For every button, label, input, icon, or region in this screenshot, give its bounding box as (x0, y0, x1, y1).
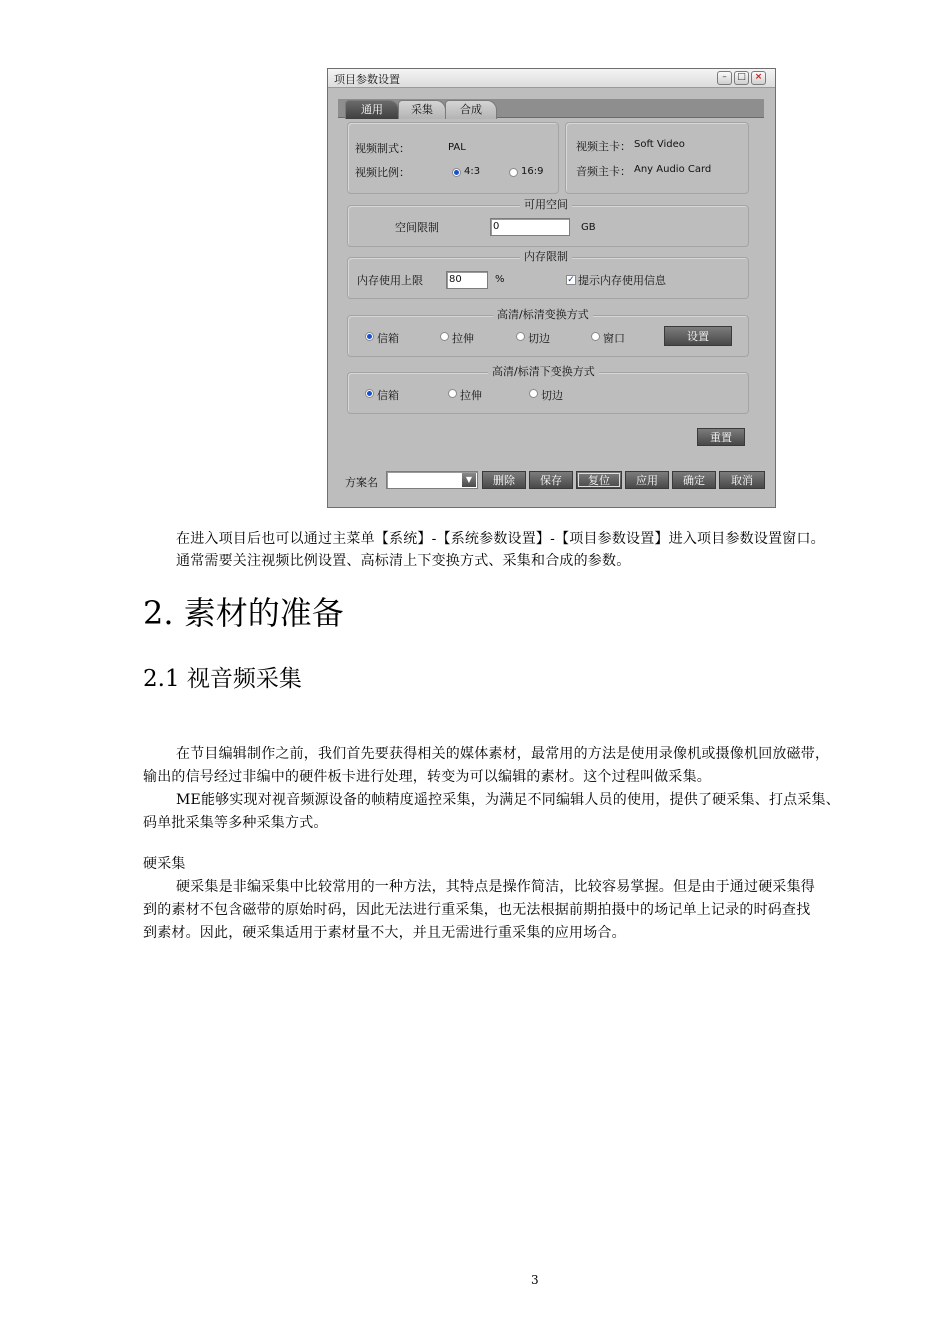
ok-button[interactable]: 确定 (672, 471, 716, 489)
restore-button[interactable]: 复位 (576, 471, 622, 489)
down-stretch-label: 拉伸 (460, 389, 482, 402)
close-icon[interactable]: × (751, 71, 766, 85)
sub-heading-hard-capture: 硬采集 (143, 856, 186, 872)
dialog-titlebar (328, 69, 775, 88)
video-card-value: Soft Video (634, 139, 685, 150)
memory-limit-input[interactable]: 80 (446, 271, 488, 289)
audio-card-label: 音频主卡： (576, 165, 631, 178)
down-letterbox-radio[interactable] (365, 389, 374, 398)
ratio-4-3-radio[interactable] (452, 168, 461, 177)
para-3-line-1: 硬采集是非编采集中比较常用的一种方法，其特点是操作简洁，比较容易掌握。但是由于通过硬采集得 (176, 879, 815, 895)
intro-line-1: 在进入项目后也可以通过主菜单【系统】-【系统参数设置】-【项目参数设置】进入项目参数设置窗口。 (176, 531, 825, 547)
delete-button[interactable]: 删除 (482, 471, 526, 489)
video-format-group (347, 122, 559, 194)
down-crop-label: 切边 (541, 389, 563, 402)
memory-warning-label: 提示内存使用信息 (578, 274, 666, 287)
para-1-line-2: 输出的信号经过非编中的硬件板卡进行处理，转变为可以编辑的素材。这个过程叫做采集。 (143, 769, 711, 785)
reset-button[interactable]: 重置 (697, 428, 745, 446)
convert-crop-radio[interactable] (516, 332, 525, 341)
down-letterbox-label: 信箱 (377, 389, 399, 402)
cancel-button[interactable]: 取消 (719, 471, 765, 489)
para-2-line-2: 码单批采集等多种采集方式。 (143, 815, 328, 831)
chevron-down-icon[interactable]: ▼ (462, 473, 476, 487)
para-1-line-1: 在节目编辑制作之前，我们首先要获得相关的媒体素材，最常用的方法是使用录像机或摄像机回放磁带， (176, 746, 830, 762)
tab-capture[interactable]: 采集 (398, 100, 446, 119)
minimize-icon[interactable]: – (717, 71, 732, 85)
convert-window-label: 窗口 (603, 332, 625, 345)
page-number: 3 (531, 1273, 539, 1287)
down-crop-radio[interactable] (529, 389, 538, 398)
video-standard-value: PAL (448, 142, 466, 153)
video-card-label: 视频主卡： (576, 140, 631, 153)
space-limit-input[interactable]: 0 (490, 218, 570, 236)
convert-letterbox-radio[interactable] (365, 332, 374, 341)
heading-section-2-1: 2.1 视音频采集 (143, 666, 302, 692)
memory-limit-unit: % (495, 274, 505, 285)
para-3-line-2: 到的素材不包含磁带的原始时码，因此无法进行重采集，也无法根据前期拍摄中的场记单上记录的时码查找 (143, 902, 811, 918)
memory-warning-checkbox[interactable]: ✓ (567, 275, 575, 285)
apply-button[interactable]: 应用 (625, 471, 669, 489)
space-limit-unit: GB (581, 222, 596, 233)
video-ratio-label: 视频比例： (355, 166, 410, 179)
convert-window-radio[interactable] (591, 332, 600, 341)
hd-sd-down-title: 高清/标清下变换方式 (488, 365, 599, 379)
para-2-line-1: ME能够实现对视音频源设备的帧精度遥控采集，为满足不同编辑人员的使用，提供了硬采集、打点采集、 (176, 792, 840, 808)
hd-sd-convert-title: 高清/标清变换方式 (493, 308, 593, 322)
convert-letterbox-label: 信箱 (377, 332, 399, 345)
convert-stretch-label: 拉伸 (452, 332, 474, 345)
para-3-line-3: 到素材。因此，硬采集适用于素材量不大，并且无需进行重采集的应用场合。 (143, 925, 626, 941)
audio-card-value: Any Audio Card (634, 164, 712, 175)
ratio-16-9-label: 16:9 (521, 166, 544, 177)
convert-stretch-radio[interactable] (440, 332, 449, 341)
ratio-4-3-label: 4:3 (464, 166, 481, 177)
maximize-icon[interactable]: □ (734, 71, 749, 85)
intro-line-2: 通常需要关注视频比例设置、高标清上下变换方式、采集和合成的参数。 (176, 553, 631, 569)
ratio-16-9-radio[interactable] (509, 168, 518, 177)
down-stretch-radio[interactable] (448, 389, 457, 398)
tab-general[interactable]: 通用 (345, 100, 399, 119)
save-button[interactable]: 保存 (529, 471, 573, 489)
dialog-title: 项目参数设置 (334, 73, 400, 86)
space-limit-label: 空间限制 (395, 221, 439, 234)
memory-title: 内存限制 (520, 250, 572, 264)
video-standard-label: 视频制式： (355, 142, 410, 155)
heading-section-2: 2. 素材的准备 (143, 594, 344, 632)
project-settings-dialog (327, 68, 776, 508)
card-group (565, 122, 749, 194)
settings-button[interactable]: 设置 (664, 326, 732, 346)
tab-compose[interactable]: 合成 (445, 100, 497, 119)
convert-crop-label: 切边 (528, 332, 550, 345)
free-space-title: 可用空间 (520, 198, 572, 212)
memory-limit-label: 内存使用上限 (357, 274, 423, 287)
scheme-label: 方案名 (345, 476, 378, 489)
